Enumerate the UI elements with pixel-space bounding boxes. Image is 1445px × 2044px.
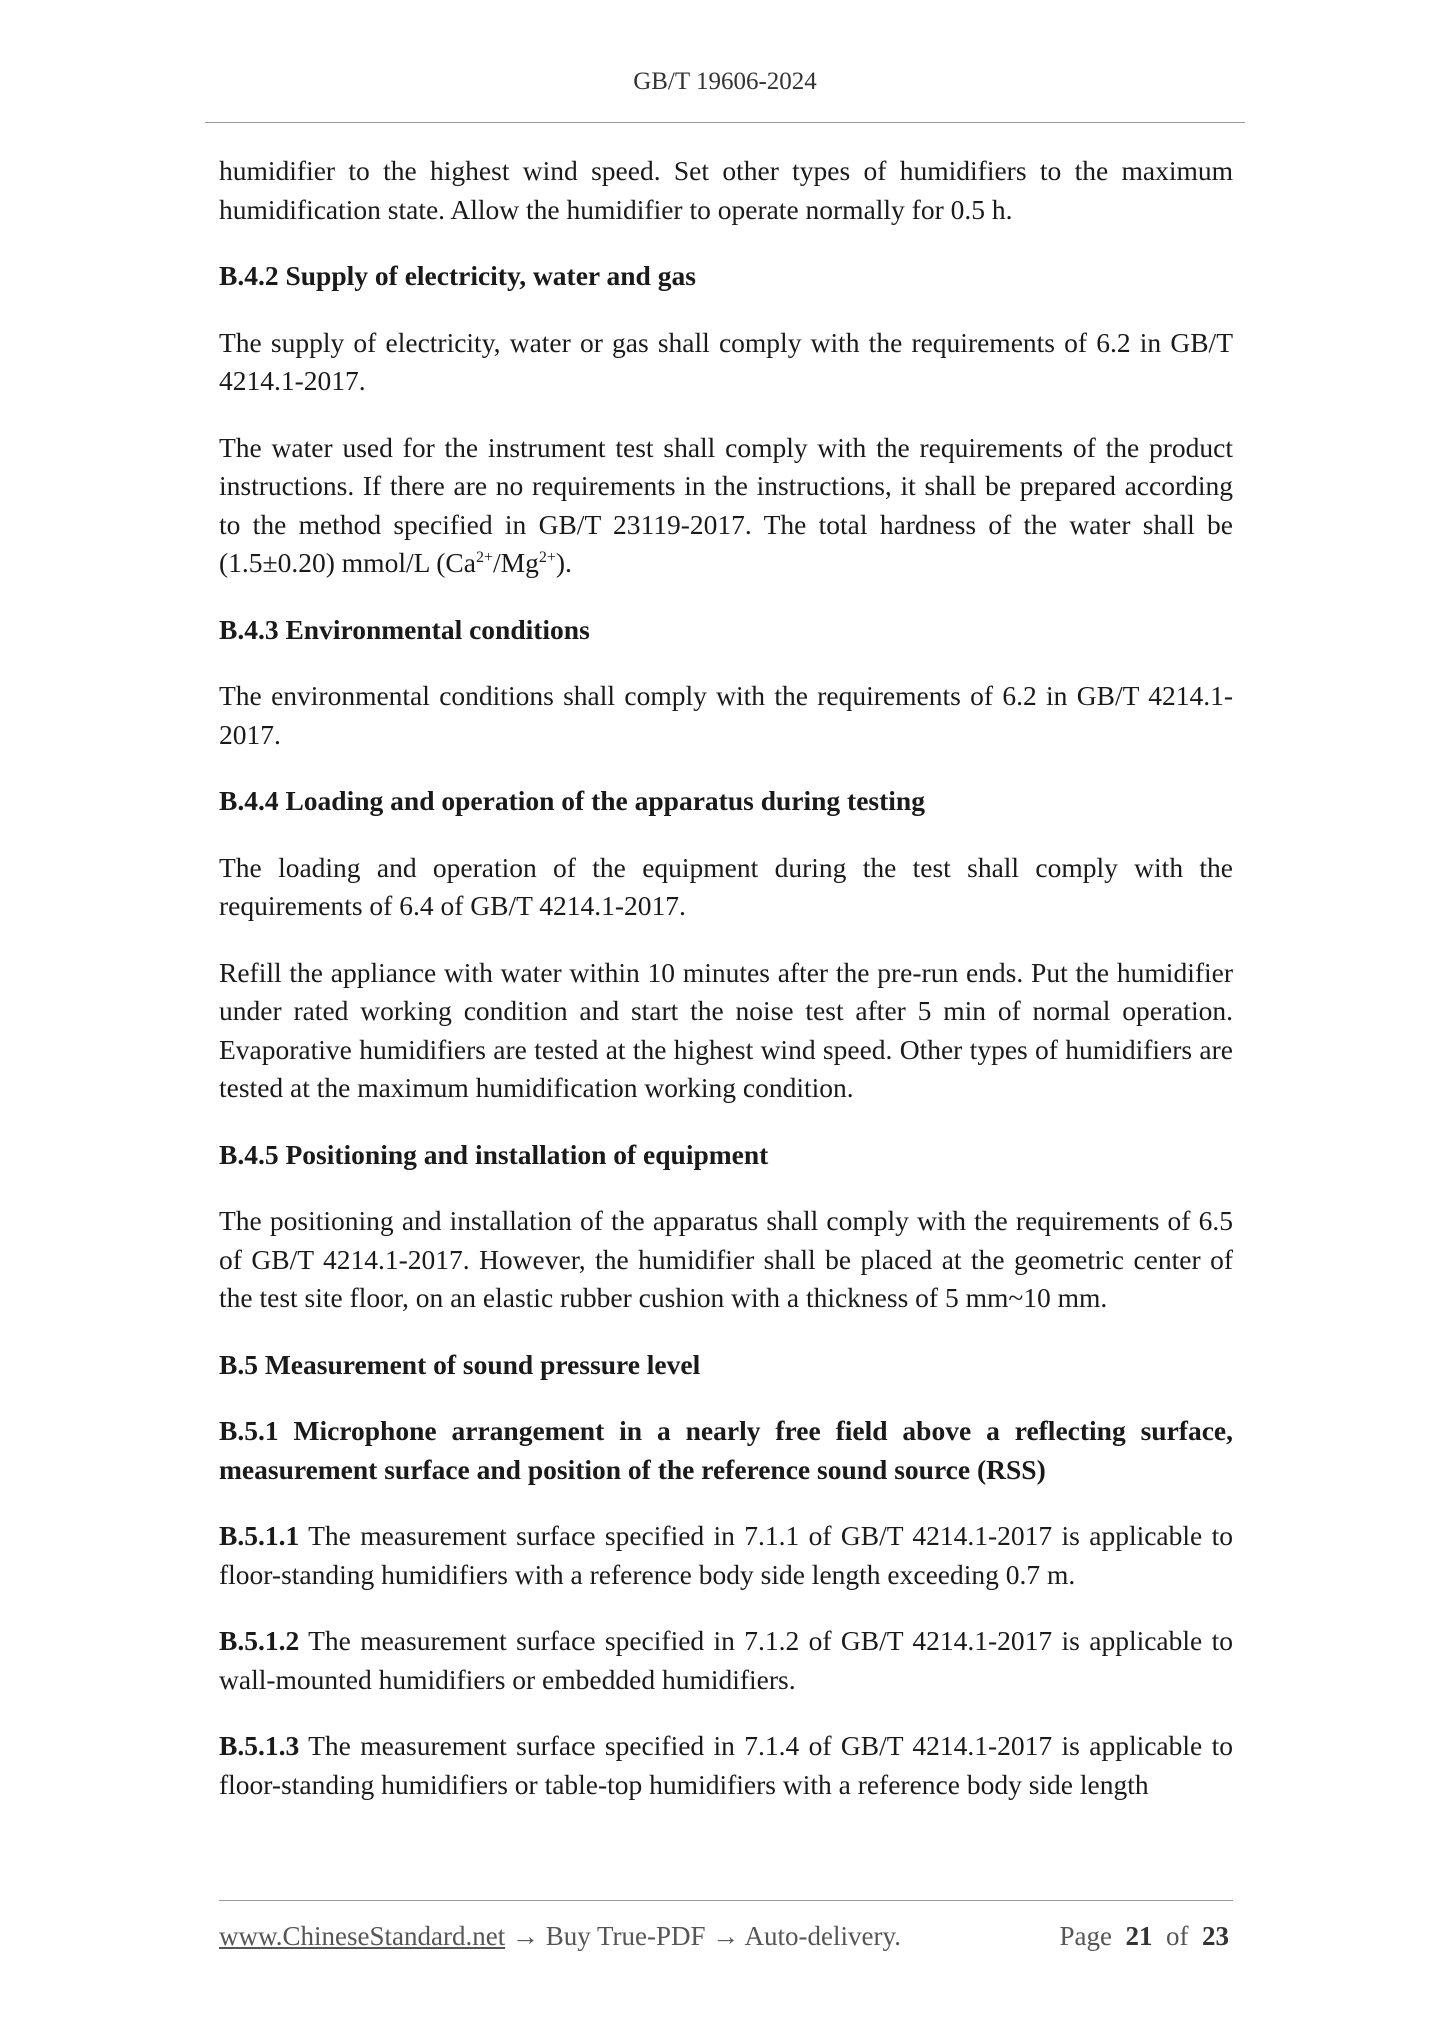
- page-footer: [219, 1921, 1233, 1957]
- clause-label-b511: B.5.1.1: [219, 1520, 300, 1551]
- paragraph-b513: [219, 1727, 1233, 1804]
- paragraph-b511: [219, 1517, 1233, 1594]
- paragraph-b42-2: [219, 429, 1233, 583]
- footer-divider: [219, 1900, 1233, 1901]
- heading-b45: B.4.5 Positioning and installation of equipment: [219, 1138, 769, 1170]
- superscript-ca: 2+: [475, 549, 493, 566]
- current-page: 21: [1125, 1921, 1153, 1951]
- heading-b44: B.4.4 Loading and operation of the apparatus during testing: [219, 785, 925, 816]
- heading-b5: B.5 Measurement of sound pressure level: [219, 1348, 701, 1380]
- heading-b43: B.4.3 Environmental conditions: [219, 613, 590, 645]
- superscript-mg: 2+: [538, 549, 556, 566]
- auto-delivery-text: Auto-delivery.: [744, 1921, 901, 1951]
- footer-promo: [219, 1921, 901, 1952]
- page-label: Page: [1059, 1921, 1112, 1951]
- heading-b51: B.5.1 Microphone arrangement in a nearly free field above a reflecting surface, measurement surface and position of the reference sound source (RSS): [219, 1415, 1233, 1485]
- paragraph-b43: The environmental conditions shall comply with the requirements of 6.2 in GB/T 4214.1-2017.: [219, 680, 1233, 750]
- clause-label-b512: B.5.1.2: [219, 1625, 300, 1656]
- paragraph-intro: humidifier to the highest wind speed. Set other types of humidifiers to the maximum humidification state. Allow the humidifier to operate normally for 0.5 h.: [219, 155, 1233, 225]
- paragraph-b42-2-end: ).: [555, 547, 572, 578]
- of-label: of: [1166, 1921, 1189, 1951]
- total-pages: 23: [1202, 1921, 1229, 1951]
- clause-text-b513: The measurement surface specified in 7.1.4 of GB/T 4214.1-2017 is applicable to floor-standing humidifiers or table-top humidifiers with a reference body side length: [219, 1730, 1233, 1800]
- arrow-right-icon: →: [712, 1921, 740, 1951]
- arrow-right-icon: →: [511, 1921, 539, 1951]
- clause-text-b511: The measurement surface specified in 7.1.1 of GB/T 4214.1-2017 is applicable to floor-standing humidifiers with a reference body side length exceeding 0.7 m.: [219, 1520, 1233, 1590]
- page-number: [1060, 1921, 1229, 1952]
- paragraph-b512: [219, 1622, 1233, 1699]
- paragraph-b44-1: The loading and operation of the equipment during the test shall comply with the requirements of 6.4 of GB/T 4214.1-2017.: [219, 851, 1233, 921]
- clause-label-b513: B.5.1.3: [219, 1730, 300, 1761]
- paragraph-b42-1: The supply of electricity, water or gas shall comply with the requirements of 6.2 in GB/T 4214.1-2017.: [219, 326, 1233, 396]
- heading-b42: B.4.2 Supply of electricity, water and gas: [219, 260, 696, 291]
- page-header: GB/T 19606-2024: [633, 68, 817, 95]
- paragraph-b44-2: Refill the appliance with water within 10 minutes after the pre-run ends. Put the humidifier under rated working condition and start the noise test after 5 min of normal operation. Evaporative humidifiers are tested at the highest wind speed. Other types of humidifiers are tested at the maximum humidification working condition.: [219, 956, 1233, 1103]
- paragraph-b42-2-text: The water used for the instrument test shall comply with the requirements of the product instructions. If there are no requirements in the instructions, it shall be prepared according to the method specified in GB/T 23119-2017. The total hardness of the water shall be (1.5±0.20) mmol/L (Ca: [219, 431, 1233, 578]
- paragraph-b45: The positioning and installation of the apparatus shall comply with the requirements of 6.5 of GB/T 4214.1-2017. However, the humidifier shall be placed at the geometric center of the test site floor, on an elastic rubber cushion with a thickness of 5 mm~10 mm.: [219, 1205, 1233, 1313]
- slash-mg: /Mg: [492, 547, 539, 578]
- buy-pdf-text: Buy True-PDF: [545, 1921, 706, 1951]
- page-content: [219, 152, 1233, 1832]
- clause-text-b512: The measurement surface specified in 7.1.2 of GB/T 4214.1-2017 is applicable to wall-mounted humidifiers or embedded humidifiers.: [219, 1625, 1233, 1695]
- header-divider: [205, 122, 1245, 123]
- website-link[interactable]: www.ChineseStandard.net: [219, 1921, 506, 1951]
